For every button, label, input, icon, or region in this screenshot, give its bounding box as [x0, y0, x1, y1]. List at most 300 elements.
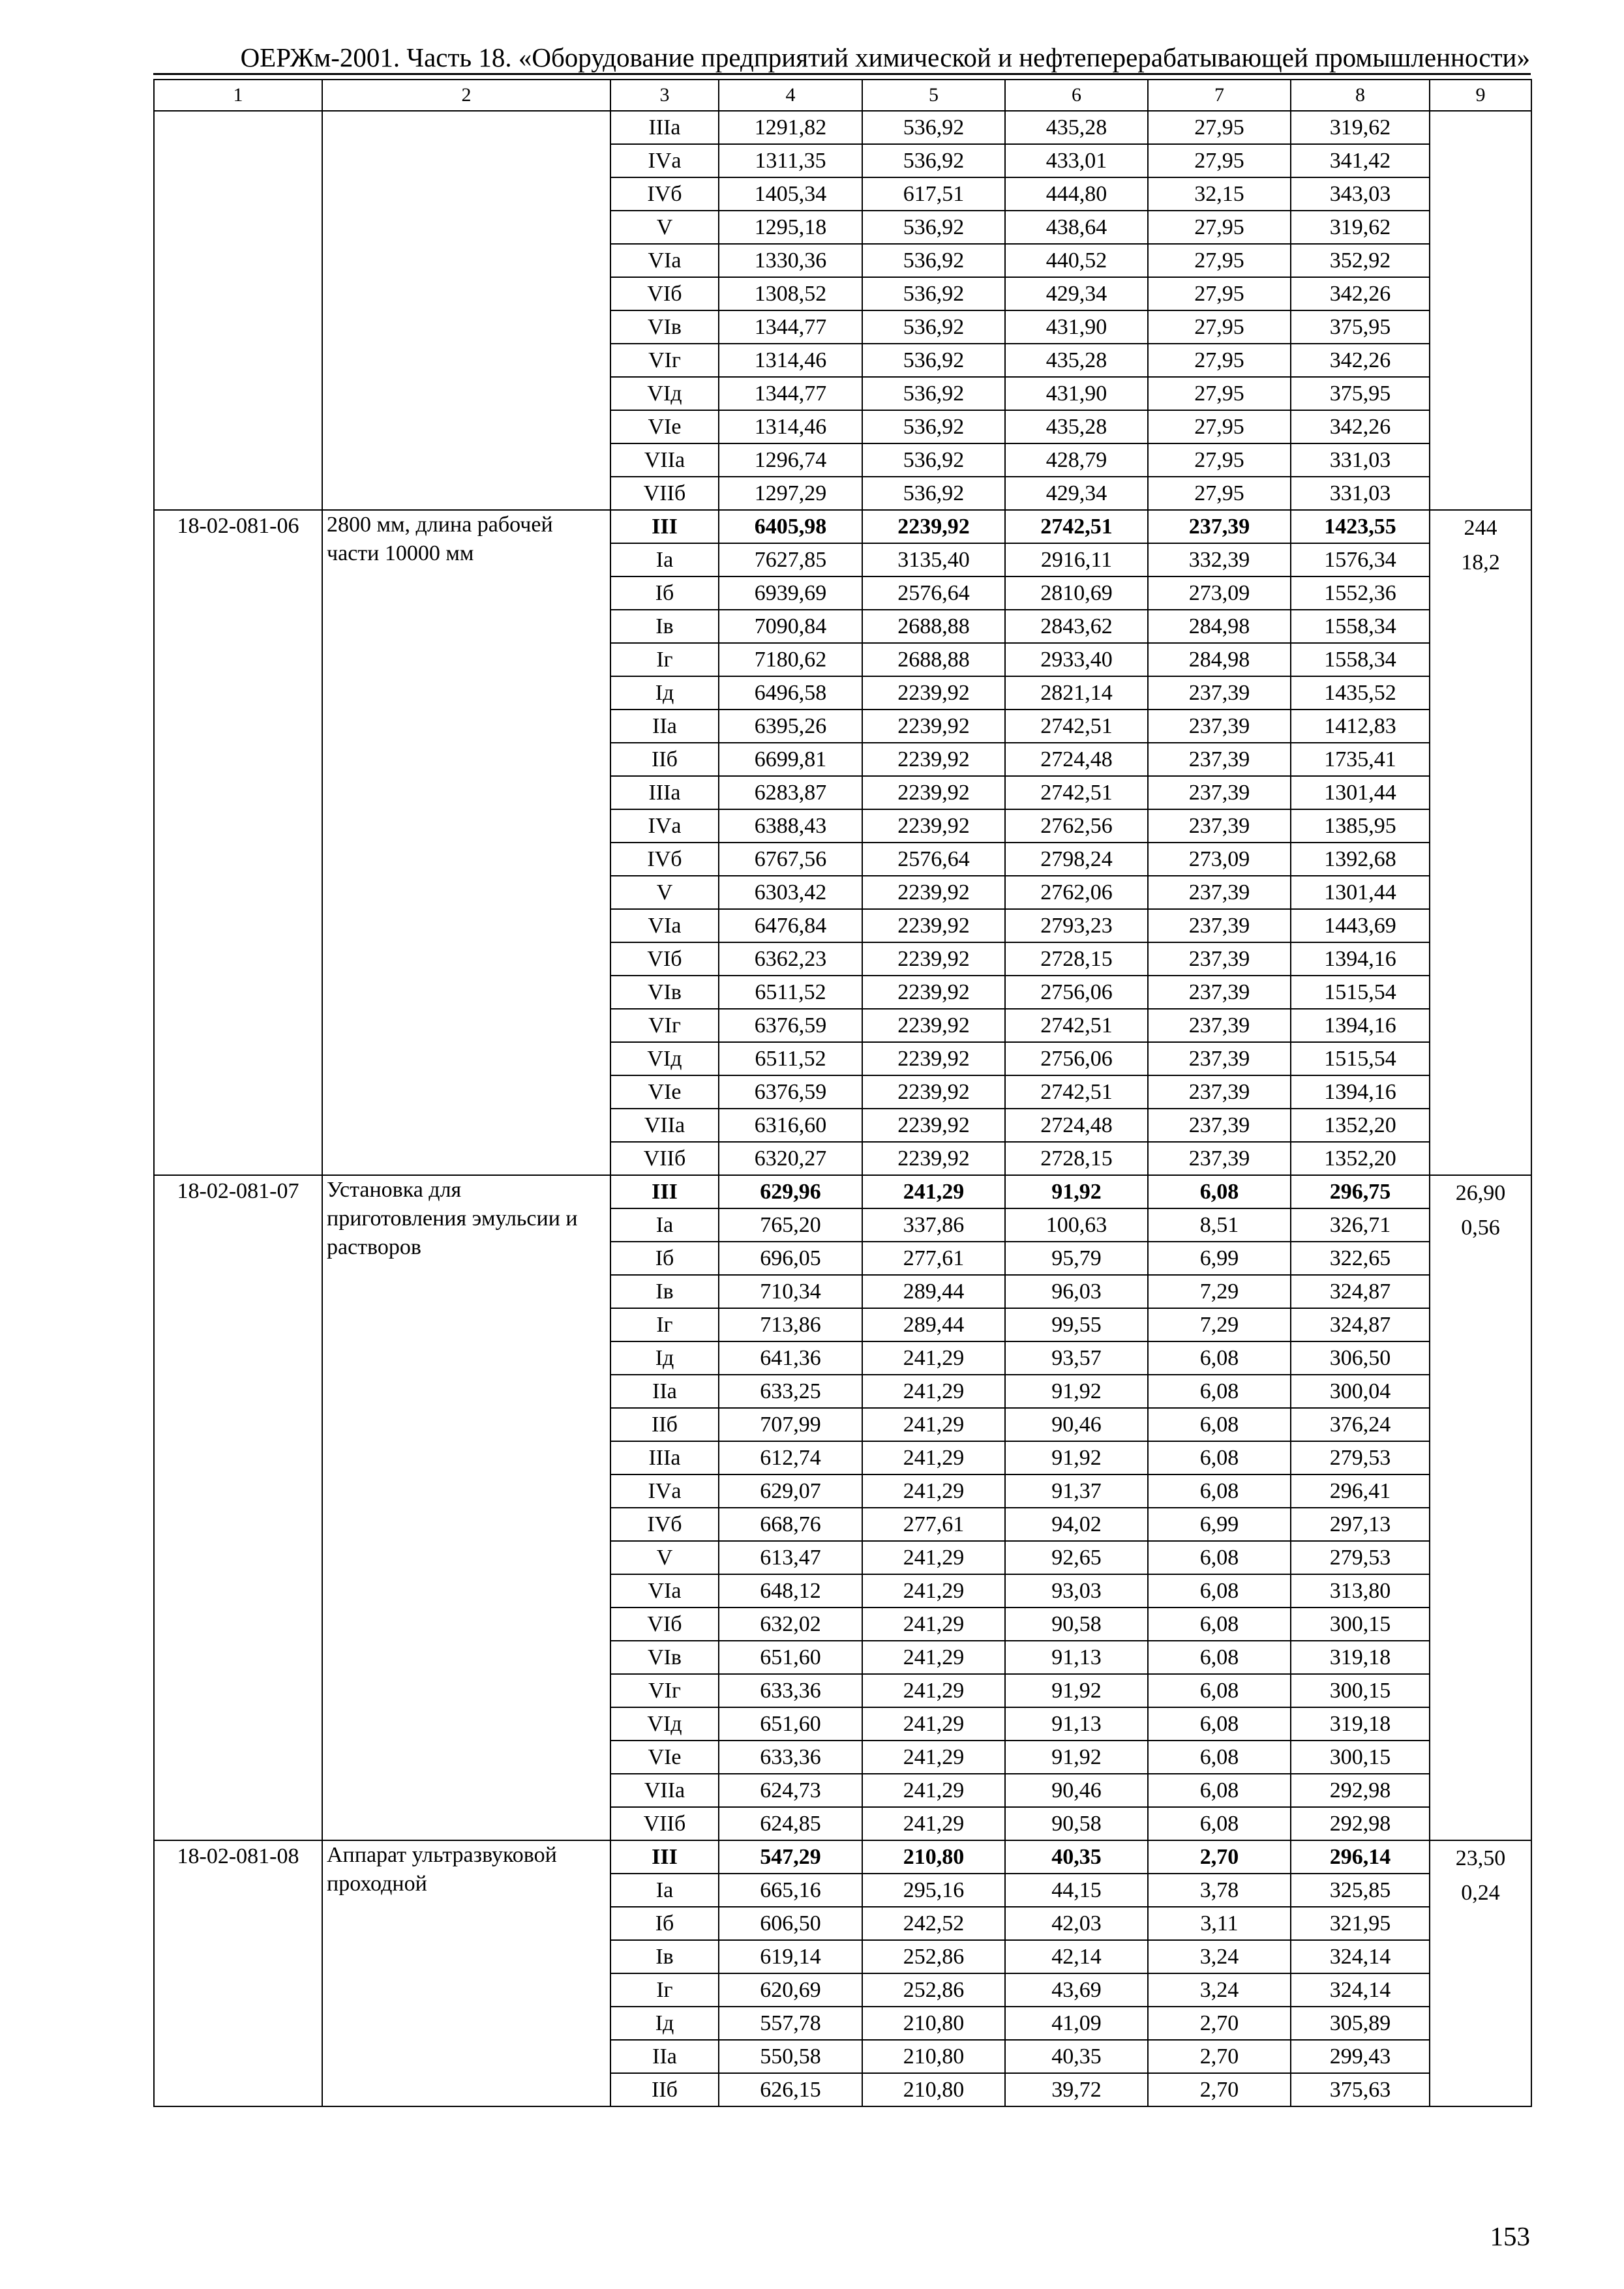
- value-cell: 2239,92: [862, 876, 1005, 909]
- value-cell: 43,69: [1005, 1973, 1148, 2007]
- value-cell: 713,86: [719, 1308, 862, 1341]
- value-cell: 2576,64: [862, 843, 1005, 876]
- column-number: 2: [322, 80, 610, 111]
- value-cell: 431,90: [1005, 377, 1148, 410]
- value-cell: 237,39: [1148, 1142, 1291, 1175]
- value-cell: 7090,84: [719, 610, 862, 643]
- column-number: 4: [719, 80, 862, 111]
- value-cell: 242,52: [862, 1907, 1005, 1940]
- zone-cell: IIа: [610, 710, 719, 743]
- value-cell: 435,28: [1005, 344, 1148, 377]
- value-cell: 241,29: [862, 1674, 1005, 1707]
- value-cell: 277,61: [862, 1242, 1005, 1275]
- zone-cell: III: [610, 1175, 719, 1208]
- value-cell: 90,46: [1005, 1774, 1148, 1807]
- zone-cell: IVа: [610, 1474, 719, 1508]
- value-cell: 241,29: [862, 1375, 1005, 1408]
- value-cell: 94,02: [1005, 1508, 1148, 1541]
- value-cell: 300,04: [1291, 1375, 1430, 1408]
- value-cell: 313,80: [1291, 1574, 1430, 1608]
- value-cell: 241,29: [862, 1641, 1005, 1674]
- value-cell: 1308,52: [719, 277, 862, 310]
- zone-cell: IIб: [610, 743, 719, 776]
- value-cell: 438,64: [1005, 211, 1148, 244]
- zone-cell: VIв: [610, 1641, 719, 1674]
- value-cell: 1443,69: [1291, 909, 1430, 942]
- value-cell: 2762,56: [1005, 809, 1148, 843]
- value-cell: 624,73: [719, 1774, 862, 1807]
- rate-name-cell: Установка для приготовления эмульсии и растворов: [322, 1175, 610, 1840]
- value-cell: 284,98: [1148, 643, 1291, 676]
- zone-cell: VIд: [610, 1042, 719, 1075]
- value-cell: 241,29: [862, 1341, 1005, 1375]
- zone-cell: VIа: [610, 1574, 719, 1608]
- value-cell: 6316,60: [719, 1109, 862, 1142]
- value-cell: 241,29: [862, 1175, 1005, 1208]
- value-cell: 1735,41: [1291, 743, 1430, 776]
- value-cell: 375,95: [1291, 377, 1430, 410]
- table-row: [154, 1175, 1531, 1208]
- value-cell: 237,39: [1148, 876, 1291, 909]
- value-cell: 324,14: [1291, 1973, 1430, 2007]
- value-cell: 1344,77: [719, 310, 862, 344]
- value-cell: 99,55: [1005, 1308, 1148, 1341]
- value-cell: 2688,88: [862, 610, 1005, 643]
- value-cell: 6939,69: [719, 576, 862, 610]
- value-cell: 557,78: [719, 2007, 862, 2040]
- column-number: 3: [610, 80, 719, 111]
- value-cell: 1314,46: [719, 344, 862, 377]
- value-cell: 613,47: [719, 1541, 862, 1574]
- rate-code-cell: [154, 111, 322, 510]
- value-cell: 6,99: [1148, 1242, 1291, 1275]
- value-cell: 6511,52: [719, 1042, 862, 1075]
- value-cell: 241,29: [862, 1774, 1005, 1807]
- zone-cell: Iв: [610, 610, 719, 643]
- value-cell: 210,80: [862, 2040, 1005, 2073]
- value-cell: 6,08: [1148, 1774, 1291, 1807]
- value-cell: 1435,52: [1291, 676, 1430, 710]
- value-cell: 7627,85: [719, 543, 862, 576]
- value-cell: 27,95: [1148, 377, 1291, 410]
- value-cell: 2756,06: [1005, 976, 1148, 1009]
- value-cell: 2742,51: [1005, 1009, 1148, 1042]
- value-cell: 300,15: [1291, 1674, 1430, 1707]
- value-cell: 324,14: [1291, 1940, 1430, 1973]
- value-cell: 306,50: [1291, 1341, 1430, 1375]
- zone-cell: Iг: [610, 1308, 719, 1341]
- value-cell: 237,39: [1148, 1109, 1291, 1142]
- value-cell: 352,92: [1291, 244, 1430, 277]
- value-cell: 431,90: [1005, 310, 1148, 344]
- value-cell: 1392,68: [1291, 843, 1430, 876]
- value-cell: 2239,92: [862, 1075, 1005, 1109]
- col9-cell: [1430, 111, 1531, 510]
- value-cell: 2742,51: [1005, 1075, 1148, 1109]
- value-cell: 765,20: [719, 1208, 862, 1242]
- value-cell: 93,03: [1005, 1574, 1148, 1608]
- value-cell: 92,65: [1005, 1541, 1148, 1574]
- value-cell: 27,95: [1148, 310, 1291, 344]
- rate-code-cell: 18-02-081-07: [154, 1175, 322, 1840]
- col9-value: 244: [1464, 516, 1497, 540]
- value-cell: 241,29: [862, 1474, 1005, 1508]
- value-cell: 237,39: [1148, 1075, 1291, 1109]
- value-cell: 1330,36: [719, 244, 862, 277]
- value-cell: 2,70: [1148, 2073, 1291, 2106]
- value-cell: 2843,62: [1005, 610, 1148, 643]
- value-cell: 1291,82: [719, 111, 862, 144]
- value-cell: 2,70: [1148, 2007, 1291, 2040]
- value-cell: 1394,16: [1291, 1009, 1430, 1042]
- table-row: [154, 111, 1531, 144]
- value-cell: 6320,27: [719, 1142, 862, 1175]
- value-cell: 27,95: [1148, 477, 1291, 510]
- value-cell: 6767,56: [719, 843, 862, 876]
- value-cell: 279,53: [1291, 1441, 1430, 1474]
- value-cell: 6511,52: [719, 976, 862, 1009]
- value-cell: 375,95: [1291, 310, 1430, 344]
- value-cell: 2933,40: [1005, 643, 1148, 676]
- zone-cell: IVа: [610, 144, 719, 177]
- zone-cell: VIг: [610, 344, 719, 377]
- rates-table: [153, 79, 1532, 2107]
- value-cell: 2724,48: [1005, 1109, 1148, 1142]
- zone-cell: III: [610, 510, 719, 543]
- value-cell: 332,39: [1148, 543, 1291, 576]
- value-cell: 2239,92: [862, 676, 1005, 710]
- zone-cell: Iг: [610, 643, 719, 676]
- col9-cell: [1430, 1840, 1531, 2106]
- value-cell: 241,29: [862, 1807, 1005, 1840]
- value-cell: 210,80: [862, 1840, 1005, 1874]
- value-cell: 6395,26: [719, 710, 862, 743]
- value-cell: 707,99: [719, 1408, 862, 1441]
- value-cell: 342,26: [1291, 277, 1430, 310]
- value-cell: 6,99: [1148, 1508, 1291, 1541]
- value-cell: 322,65: [1291, 1242, 1430, 1275]
- value-cell: 1352,20: [1291, 1142, 1430, 1175]
- value-cell: 237,39: [1148, 776, 1291, 809]
- value-cell: 633,25: [719, 1375, 862, 1408]
- value-cell: 42,03: [1005, 1907, 1148, 1940]
- zone-cell: VIб: [610, 942, 719, 976]
- value-cell: 2239,92: [862, 1009, 1005, 1042]
- value-cell: 210,80: [862, 2007, 1005, 2040]
- value-cell: 300,15: [1291, 1741, 1430, 1774]
- zone-cell: VIIа: [610, 1774, 719, 1807]
- value-cell: 289,44: [862, 1308, 1005, 1341]
- value-cell: 6,08: [1148, 1741, 1291, 1774]
- value-cell: 91,13: [1005, 1707, 1148, 1741]
- value-cell: 3,11: [1148, 1907, 1291, 1940]
- value-cell: 6496,58: [719, 676, 862, 710]
- value-cell: 2793,23: [1005, 909, 1148, 942]
- rate-code-cell: 18-02-081-08: [154, 1840, 322, 2106]
- zone-cell: VIIа: [610, 1109, 719, 1142]
- zone-cell: VIб: [610, 277, 719, 310]
- value-cell: 342,26: [1291, 410, 1430, 443]
- value-cell: 606,50: [719, 1907, 862, 1940]
- zone-cell: Iг: [610, 1973, 719, 2007]
- value-cell: 295,16: [862, 1874, 1005, 1907]
- value-cell: 536,92: [862, 443, 1005, 477]
- value-cell: 2239,92: [862, 1109, 1005, 1142]
- zone-cell: Iа: [610, 1208, 719, 1242]
- value-cell: 237,39: [1148, 909, 1291, 942]
- value-cell: 237,39: [1148, 942, 1291, 976]
- value-cell: 237,39: [1148, 710, 1291, 743]
- value-cell: 1301,44: [1291, 876, 1430, 909]
- value-cell: 665,16: [719, 1874, 862, 1907]
- value-cell: 1344,77: [719, 377, 862, 410]
- value-cell: 440,52: [1005, 244, 1148, 277]
- value-cell: 444,80: [1005, 177, 1148, 211]
- value-cell: 91,92: [1005, 1175, 1148, 1208]
- zone-cell: VIб: [610, 1608, 719, 1641]
- value-cell: 6376,59: [719, 1009, 862, 1042]
- value-cell: 536,92: [862, 244, 1005, 277]
- zone-cell: VIIа: [610, 443, 719, 477]
- value-cell: 96,03: [1005, 1275, 1148, 1308]
- value-cell: 1311,35: [719, 144, 862, 177]
- value-cell: 633,36: [719, 1741, 862, 1774]
- value-cell: 324,87: [1291, 1275, 1430, 1308]
- value-cell: 296,41: [1291, 1474, 1430, 1508]
- value-cell: 7,29: [1148, 1308, 1291, 1341]
- value-cell: 252,86: [862, 1973, 1005, 2007]
- zone-cell: Iв: [610, 1940, 719, 1973]
- zone-cell: Iд: [610, 676, 719, 710]
- zone-cell: Iд: [610, 2007, 719, 2040]
- value-cell: 6376,59: [719, 1075, 862, 1109]
- value-cell: 6,08: [1148, 1608, 1291, 1641]
- value-cell: 299,43: [1291, 2040, 1430, 2073]
- value-cell: 547,29: [719, 1840, 862, 1874]
- value-cell: 620,69: [719, 1973, 862, 2007]
- value-cell: 2688,88: [862, 643, 1005, 676]
- value-cell: 32,15: [1148, 177, 1291, 211]
- value-cell: 90,58: [1005, 1807, 1148, 1840]
- col9-value: 18,2: [1461, 550, 1500, 575]
- value-cell: 44,15: [1005, 1874, 1148, 1907]
- col9-value: 0,56: [1461, 1216, 1500, 1240]
- zone-cell: IIIа: [610, 776, 719, 809]
- value-cell: 536,92: [862, 377, 1005, 410]
- value-cell: 337,86: [862, 1208, 1005, 1242]
- value-cell: 289,44: [862, 1275, 1005, 1308]
- column-number: 8: [1291, 80, 1430, 111]
- value-cell: 1297,29: [719, 477, 862, 510]
- value-cell: 2821,14: [1005, 676, 1148, 710]
- value-cell: 296,14: [1291, 1840, 1430, 1874]
- value-cell: 324,87: [1291, 1308, 1430, 1341]
- col9-cell: [1430, 1175, 1531, 1840]
- value-cell: 6405,98: [719, 510, 862, 543]
- value-cell: 2239,92: [862, 743, 1005, 776]
- value-cell: 2756,06: [1005, 1042, 1148, 1075]
- value-cell: 279,53: [1291, 1541, 1430, 1574]
- value-cell: 641,36: [719, 1341, 862, 1375]
- value-cell: 1423,55: [1291, 510, 1430, 543]
- value-cell: 1412,83: [1291, 710, 1430, 743]
- value-cell: 648,12: [719, 1574, 862, 1608]
- value-cell: 237,39: [1148, 1009, 1291, 1042]
- value-cell: 6,08: [1148, 1474, 1291, 1508]
- value-cell: 252,86: [862, 1940, 1005, 1973]
- value-cell: 210,80: [862, 2073, 1005, 2106]
- value-cell: 319,18: [1291, 1707, 1430, 1741]
- value-cell: 93,57: [1005, 1341, 1148, 1375]
- value-cell: 100,63: [1005, 1208, 1148, 1242]
- value-cell: 2728,15: [1005, 942, 1148, 976]
- value-cell: 6,08: [1148, 1375, 1291, 1408]
- value-cell: 536,92: [862, 410, 1005, 443]
- value-cell: 319,18: [1291, 1641, 1430, 1674]
- zone-cell: IIа: [610, 2040, 719, 2073]
- value-cell: 6283,87: [719, 776, 862, 809]
- value-cell: 241,29: [862, 1408, 1005, 1441]
- value-cell: 6476,84: [719, 909, 862, 942]
- col9-value: 26,90: [1455, 1181, 1506, 1205]
- value-cell: 2916,11: [1005, 543, 1148, 576]
- value-cell: 6303,42: [719, 876, 862, 909]
- zone-cell: V: [610, 211, 719, 244]
- value-cell: 40,35: [1005, 2040, 1148, 2073]
- value-cell: 8,51: [1148, 1208, 1291, 1242]
- value-cell: 710,34: [719, 1275, 862, 1308]
- value-cell: 273,09: [1148, 576, 1291, 610]
- value-cell: 1552,36: [1291, 576, 1430, 610]
- value-cell: 619,14: [719, 1940, 862, 1973]
- value-cell: 2239,92: [862, 909, 1005, 942]
- value-cell: 27,95: [1148, 144, 1291, 177]
- zone-cell: VIе: [610, 410, 719, 443]
- zone-cell: VIIб: [610, 1807, 719, 1840]
- page-number: 153: [1490, 2221, 1530, 2251]
- value-cell: 1385,95: [1291, 809, 1430, 843]
- value-cell: 375,63: [1291, 2073, 1430, 2106]
- col9-value: 0,24: [1461, 1881, 1500, 1905]
- value-cell: 297,13: [1291, 1508, 1430, 1541]
- value-cell: 325,85: [1291, 1874, 1430, 1907]
- value-cell: 536,92: [862, 344, 1005, 377]
- value-cell: 2762,06: [1005, 876, 1148, 909]
- value-cell: 91,92: [1005, 1441, 1148, 1474]
- value-cell: 342,26: [1291, 344, 1430, 377]
- value-cell: 629,07: [719, 1474, 862, 1508]
- value-cell: 1558,34: [1291, 643, 1430, 676]
- zone-cell: IVа: [610, 809, 719, 843]
- value-cell: 91,13: [1005, 1641, 1148, 1674]
- value-cell: 27,95: [1148, 344, 1291, 377]
- value-cell: 1314,46: [719, 410, 862, 443]
- zone-cell: Iа: [610, 1874, 719, 1907]
- value-cell: 27,95: [1148, 410, 1291, 443]
- zone-cell: VIIб: [610, 477, 719, 510]
- value-cell: 3,78: [1148, 1874, 1291, 1907]
- value-cell: 536,92: [862, 477, 1005, 510]
- value-cell: 2239,92: [862, 710, 1005, 743]
- value-cell: 536,92: [862, 144, 1005, 177]
- value-cell: 429,34: [1005, 277, 1148, 310]
- value-cell: 1301,44: [1291, 776, 1430, 809]
- value-cell: 696,05: [719, 1242, 862, 1275]
- value-cell: 237,39: [1148, 510, 1291, 543]
- value-cell: 27,95: [1148, 277, 1291, 310]
- value-cell: 2239,92: [862, 942, 1005, 976]
- zone-cell: VIа: [610, 244, 719, 277]
- value-cell: 39,72: [1005, 2073, 1148, 2106]
- value-cell: 2239,92: [862, 776, 1005, 809]
- value-cell: 2798,24: [1005, 843, 1148, 876]
- value-cell: 41,09: [1005, 2007, 1148, 2040]
- zone-cell: VIа: [610, 909, 719, 942]
- value-cell: 237,39: [1148, 743, 1291, 776]
- value-cell: 668,76: [719, 1508, 862, 1541]
- value-cell: 2239,92: [862, 1142, 1005, 1175]
- column-number: 1: [154, 80, 322, 111]
- value-cell: 241,29: [862, 1541, 1005, 1574]
- column-number-row: [154, 80, 1531, 111]
- value-cell: 6,08: [1148, 1408, 1291, 1441]
- zone-cell: VIв: [610, 310, 719, 344]
- value-cell: 326,71: [1291, 1208, 1430, 1242]
- value-cell: 435,28: [1005, 410, 1148, 443]
- rate-name-cell: Аппарат ультразвуковой проходной: [322, 1840, 610, 2106]
- value-cell: 6,08: [1148, 1541, 1291, 1574]
- zone-cell: VIIб: [610, 1142, 719, 1175]
- column-number: 9: [1430, 80, 1531, 111]
- col9-cell: [1430, 510, 1531, 1175]
- value-cell: 91,92: [1005, 1674, 1148, 1707]
- value-cell: 2,70: [1148, 2040, 1291, 2073]
- value-cell: 632,02: [719, 1608, 862, 1641]
- value-cell: 3135,40: [862, 543, 1005, 576]
- value-cell: 3,24: [1148, 1940, 1291, 1973]
- value-cell: 319,62: [1291, 211, 1430, 244]
- value-cell: 6699,81: [719, 743, 862, 776]
- zone-cell: Iд: [610, 1341, 719, 1375]
- value-cell: 27,95: [1148, 111, 1291, 144]
- value-cell: 284,98: [1148, 610, 1291, 643]
- value-cell: 2239,92: [862, 510, 1005, 543]
- value-cell: 2,70: [1148, 1840, 1291, 1874]
- value-cell: 550,58: [719, 2040, 862, 2073]
- value-cell: 536,92: [862, 277, 1005, 310]
- value-cell: 95,79: [1005, 1242, 1148, 1275]
- value-cell: 1352,20: [1291, 1109, 1430, 1142]
- zone-cell: IVб: [610, 843, 719, 876]
- value-cell: 617,51: [862, 177, 1005, 211]
- value-cell: 1405,34: [719, 177, 862, 211]
- value-cell: 341,42: [1291, 144, 1430, 177]
- value-cell: 2742,51: [1005, 776, 1148, 809]
- zone-cell: V: [610, 1541, 719, 1574]
- value-cell: 651,60: [719, 1707, 862, 1741]
- column-number: 5: [862, 80, 1005, 111]
- value-cell: 27,95: [1148, 443, 1291, 477]
- value-cell: 2239,92: [862, 976, 1005, 1009]
- value-cell: 7,29: [1148, 1275, 1291, 1308]
- value-cell: 331,03: [1291, 477, 1430, 510]
- value-cell: 91,37: [1005, 1474, 1148, 1508]
- value-cell: 1394,16: [1291, 942, 1430, 976]
- value-cell: 6,08: [1148, 1641, 1291, 1674]
- value-cell: 273,09: [1148, 843, 1291, 876]
- value-cell: 2728,15: [1005, 1142, 1148, 1175]
- value-cell: 429,34: [1005, 477, 1148, 510]
